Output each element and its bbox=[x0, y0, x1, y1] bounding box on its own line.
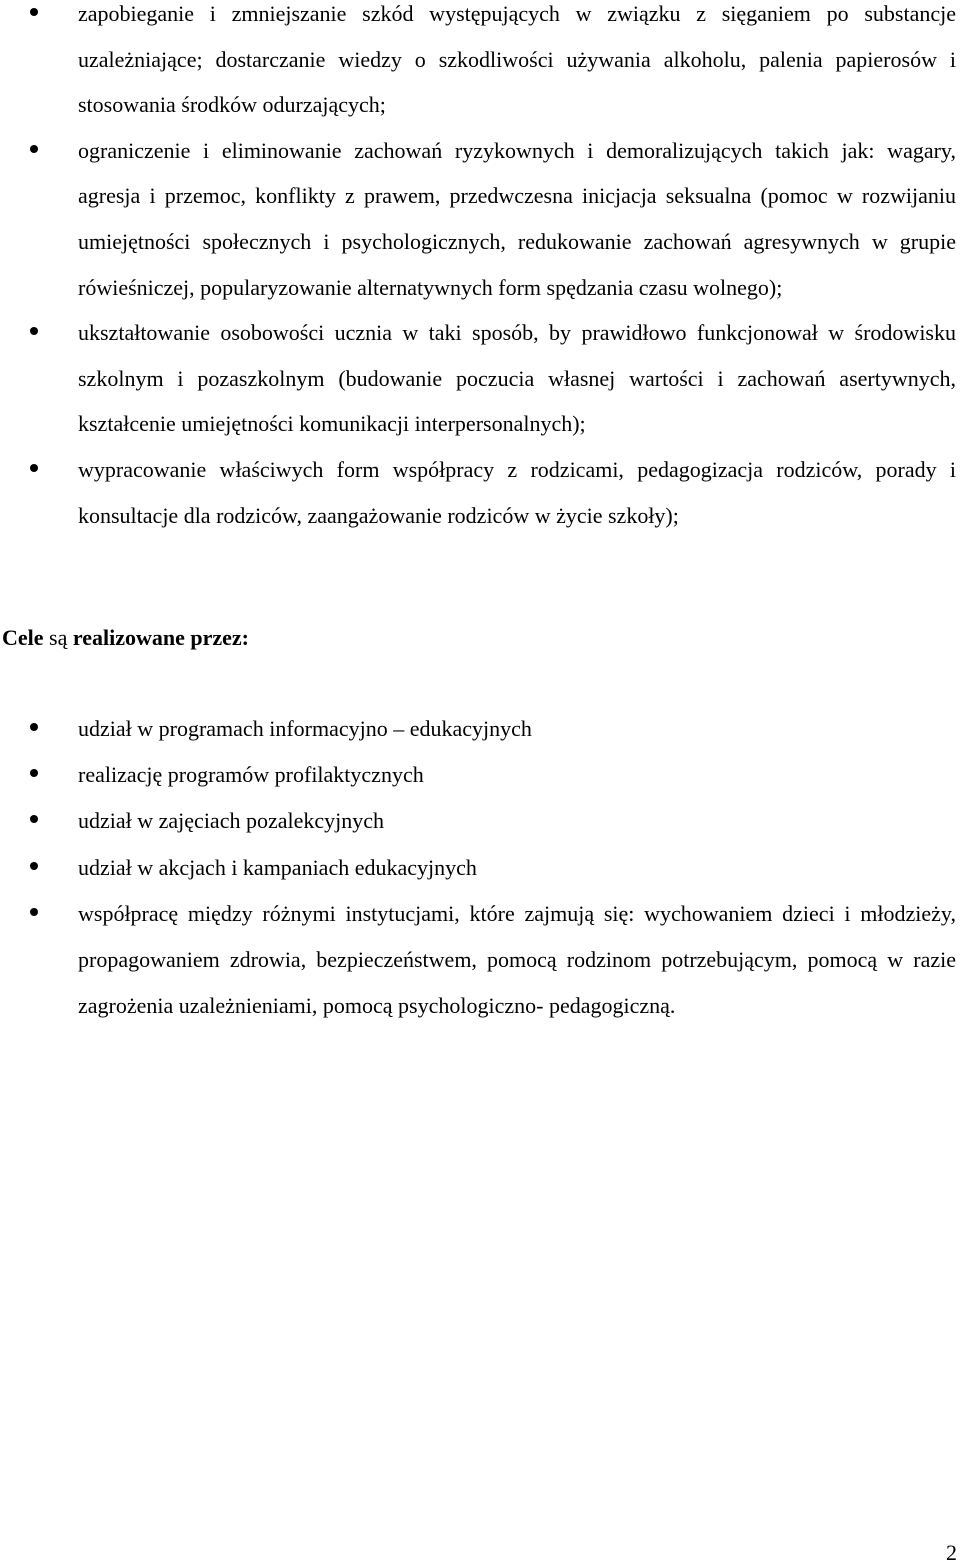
methods-list bbox=[0, 706, 960, 1029]
page-number: 2 bbox=[946, 1540, 957, 1565]
list-item-text: udział w zajęciach pozalekcyjnych bbox=[78, 808, 385, 834]
list-item-text: zapobieganie i zmniejszanie szkód występujących w związku z sięganiem po substancje uzależniające; dostarczanie wiedzy o szkodliwości używania alkoholu, palenia papierosów i stosowania środków odurzających; bbox=[78, 1, 956, 118]
list-item-text: współpracę między różnymi instytucjami, które zajmują się: wychowaniem dzieci i młodzieży, propagowaniem zdrowia, bezpieczeństwem, pomocą rodzinom potrzebującym, pomocą w razie zagrożenia uzależnieniami, pomocą psychologiczno- pedagogiczną. bbox=[78, 900, 956, 1019]
list-item bbox=[0, 310, 960, 447]
heading-part: są bbox=[43, 625, 73, 650]
list-item bbox=[0, 128, 960, 310]
section-heading bbox=[2, 618, 249, 658]
list-item-text: udział w programach informacyjno – edukacyjnych bbox=[78, 716, 532, 741]
list-item-text: ukształtowanie osobowości ucznia w taki sposób, by prawidłowo funkcjonował w środowisku szkolnym i pozaszkolnym (budowanie poczucia własnej wartości i zachowań asertywnych, kształcenie umiejętności komunikacji interpersonalnych); bbox=[78, 320, 956, 437]
bullet-icon bbox=[30, 769, 38, 777]
list-item-text: wypracowanie właściwych form współpracy z rodzicami, pedagogizacja rodziców, porady i konsultacje dla rodziców, zaangażowanie rodziców w życie szkoły); bbox=[78, 456, 956, 528]
list-item-text: realizację programów profilaktycznych bbox=[78, 762, 424, 788]
list-item bbox=[0, 845, 960, 891]
bullet-icon bbox=[30, 723, 38, 731]
list-item-text: udział w akcjach i kampaniach edukacyjnych bbox=[78, 854, 477, 880]
list-item bbox=[0, 706, 960, 752]
goals-list bbox=[0, 0, 960, 538]
heading-part: Cele bbox=[2, 625, 44, 650]
bullet-icon bbox=[30, 464, 38, 472]
list-item bbox=[0, 0, 960, 128]
bullet-icon bbox=[30, 145, 38, 153]
list-item bbox=[0, 891, 960, 1030]
bullet-icon bbox=[30, 327, 38, 335]
list-item-text: ograniczenie i eliminowanie zachowań ryzykownych i demoralizujących takich jak: wagary, agresja i przemoc, konflikty z prawem, przedwczesna inicjacja seksualna (pomoc w rozwijaniu umiejętności społecznych i psychologicznych, redukowanie zachowań agresywnych w grupie rówieśniczej, popularyzowanie alternatywnych form spędzania czasu wolnego); bbox=[78, 137, 956, 300]
bullet-icon bbox=[30, 908, 38, 916]
list-item bbox=[0, 752, 960, 798]
heading-part: realizowane przez: bbox=[72, 625, 249, 650]
bullet-icon bbox=[30, 862, 38, 870]
bullet-icon bbox=[30, 8, 38, 16]
list-item bbox=[0, 798, 960, 844]
bullet-icon bbox=[30, 815, 38, 823]
list-item bbox=[0, 447, 960, 538]
